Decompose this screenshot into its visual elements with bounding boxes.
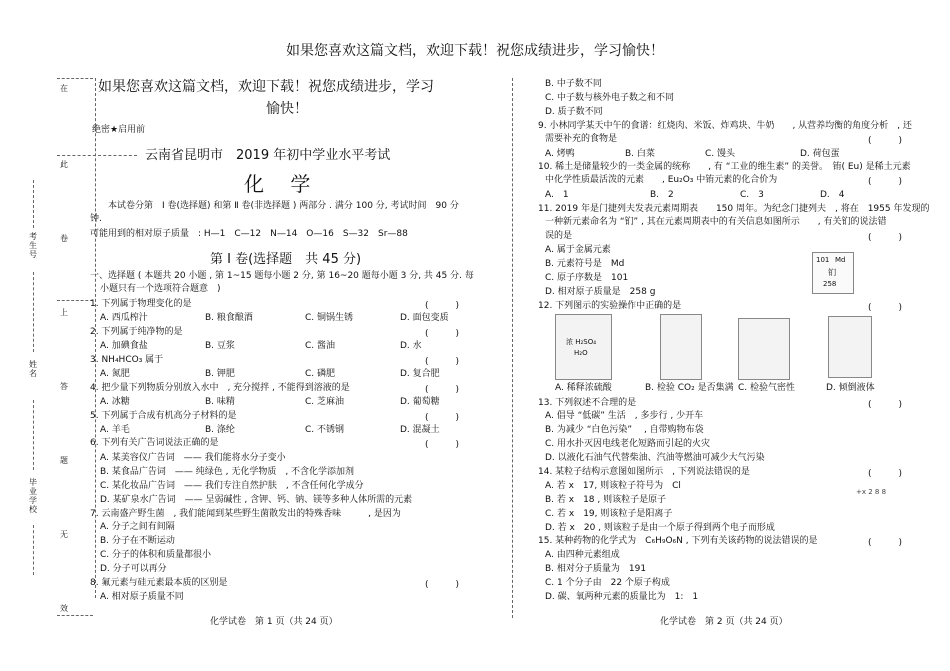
q5-option[interactable]: A. 羊毛 bbox=[100, 425, 130, 435]
name-field[interactable]: 姓名 bbox=[29, 360, 37, 378]
q10-stem: 10. 稀土是储量较少的一类金属的统称 , 有 “工业的维生素” 的美誉。 铕( Eu) 是稀土元素 bbox=[538, 162, 911, 172]
answer-paren[interactable]: ( ) bbox=[425, 413, 460, 423]
q11-stem: 误的是 bbox=[545, 231, 573, 241]
side-label: 此 bbox=[60, 160, 68, 169]
answer-paren[interactable]: ( ) bbox=[868, 177, 903, 187]
answer-paren[interactable]: ( ) bbox=[868, 400, 903, 410]
q6-option[interactable]: D. 某矿泉水广告词 —— 呈弱碱性 , 含钾、钙、钠、镁等多种人体所需的元素 bbox=[100, 495, 413, 505]
side-label: 题 bbox=[60, 456, 68, 465]
element-symbol: Md bbox=[835, 256, 846, 264]
q3-option[interactable]: D. 复合肥 bbox=[400, 369, 440, 379]
q13-option[interactable]: C. 用水扑灭因电线老化短路而引起的火灾 bbox=[545, 439, 711, 449]
q7-option[interactable]: D. 分子可以再分 bbox=[100, 564, 167, 574]
q9-option[interactable]: C. 馒头 bbox=[705, 149, 736, 159]
exam-title: 云南省昆明市 2019 年初中学业水平考试 bbox=[145, 148, 391, 163]
margin-dash bbox=[57, 615, 93, 616]
q4-option[interactable]: A. 冰糖 bbox=[100, 397, 130, 407]
figure-label: 浓 H₂SO₄ bbox=[566, 338, 597, 346]
q11-option[interactable]: A. 属于金属元素 bbox=[545, 245, 611, 255]
q10-option[interactable]: C. 3 bbox=[740, 190, 764, 200]
q15-option[interactable]: C. 1 个分子由 22 个原子构成 bbox=[545, 578, 670, 588]
examinee-number-field[interactable]: 考生号 bbox=[29, 232, 37, 259]
q9-stem: 需要补充的食物是 bbox=[545, 134, 618, 144]
top-banner: 如果您喜欢这篇文档，欢迎下载！祝您成绩进步，学习愉快！ bbox=[286, 43, 664, 59]
q9-option[interactable]: B. 白菜 bbox=[625, 149, 655, 159]
q10-stem: 中化学性质最活泼的元素 , Eu₂O₃ 中铕元素的化合价为 bbox=[545, 175, 778, 185]
q11-stem: 11. 2019 年是门捷列夫发表元素周期表 150 周年。为纪念门捷列夫 , 将在 1955 年发现的 bbox=[538, 204, 930, 214]
q1-option[interactable]: D. 面包变质 bbox=[400, 313, 449, 323]
q5-option[interactable]: B. 涤纶 bbox=[205, 425, 235, 435]
q11-option[interactable]: B. 元素符号是 Md bbox=[545, 259, 625, 269]
answer-paren[interactable]: ( ) bbox=[868, 303, 903, 313]
answer-paren[interactable]: ( ) bbox=[425, 385, 460, 395]
q4-stem: 4. 把少量下列物质分别放入水中 , 充分搅拌 , 不能得到溶液的是 bbox=[90, 383, 350, 393]
answer-paren[interactable]: ( ) bbox=[425, 329, 460, 339]
q13-option[interactable]: A. 倡导 “低碳” 生活 , 多步行 , 少开车 bbox=[545, 411, 704, 421]
q8-option[interactable]: C. 中子数与核外电子数之和不同 bbox=[545, 93, 675, 103]
q2-option[interactable]: C. 酱油 bbox=[305, 341, 336, 351]
side-label: 无 bbox=[60, 530, 68, 539]
dilute-acid-figure bbox=[555, 314, 612, 380]
field-line bbox=[33, 525, 34, 575]
q10-option[interactable]: D. 4 bbox=[820, 190, 845, 200]
q8-option[interactable]: D. 质子数不同 bbox=[545, 107, 603, 117]
figure-label: H₂O bbox=[574, 349, 588, 357]
relative-atomic-masses: 可能用到的相对原子质量 : H—1 C—12 N—14 O—16 S—32 Sr—88 bbox=[90, 229, 408, 239]
side-label: 效 bbox=[60, 604, 68, 613]
school-field[interactable]: 毕业学校 bbox=[29, 478, 37, 514]
margin-dash bbox=[57, 300, 93, 301]
q2-option[interactable]: A. 加碘食盐 bbox=[100, 341, 148, 351]
q14-option[interactable]: C. 若 x 19, 则该粒子是阳离子 bbox=[545, 509, 673, 519]
side-label: 答 bbox=[60, 382, 68, 391]
answer-paren[interactable]: ( ) bbox=[868, 233, 903, 243]
q15-option[interactable]: A. 由四种元素组成 bbox=[545, 550, 620, 560]
q2-option[interactable]: D. 水 bbox=[400, 341, 422, 351]
q13-option[interactable]: B. 为减少 “白色污染” , 自带购物布袋 bbox=[545, 425, 704, 435]
q6-option[interactable]: A. 某美容仪广告词 —— 我们能将水分子变小 bbox=[100, 453, 286, 463]
q6-option[interactable]: B. 某食品广告词 —— 纯绿色 , 无化学物质 , 不含化学添加剂 bbox=[100, 467, 355, 477]
answer-paren[interactable]: ( ) bbox=[425, 357, 460, 367]
q2-stem: 2. 下列属于纯净物的是 bbox=[90, 327, 183, 337]
q1-stem: 1. 下列属于物理变化的是 bbox=[90, 299, 192, 309]
q9-stem: 9. 小林同学某天中午的食谱：红烧肉、米饭、炸鸡块、牛奶 , 从营养均衡的角度分析 , 还 bbox=[538, 121, 912, 131]
q15-option[interactable]: B. 相对分子质量为 191 bbox=[545, 564, 647, 574]
field-line bbox=[33, 400, 34, 470]
q4-option[interactable]: B. 味精 bbox=[205, 397, 235, 407]
q11-option[interactable]: C. 原子序数是 101 bbox=[545, 273, 629, 283]
q15-stem: 15. 某种药物的化学式为 C₆H₉O₆N , 下列有关该药物的说法错误的是 bbox=[538, 536, 818, 546]
footer-right: 化学试卷 第 2 页（共 24 页） bbox=[660, 617, 788, 627]
element-mass: 258 bbox=[823, 280, 837, 288]
section-instruction: 小题只有一个选项符合题意 ) bbox=[100, 284, 221, 294]
q8-option[interactable]: A. 相对原子质量不同 bbox=[100, 592, 184, 602]
margin-dash bbox=[57, 155, 137, 156]
pour-liquid-figure bbox=[828, 316, 872, 378]
answer-paren[interactable]: ( ) bbox=[868, 469, 903, 479]
header-line-1: 如果您喜欢这篇文档，欢迎下载！祝您成绩进步，学习 bbox=[98, 79, 434, 95]
element-number: 101 bbox=[816, 256, 830, 264]
q14-option[interactable]: B. 若 x 18 , 则该粒子是原子 bbox=[545, 495, 667, 505]
airtightness-figure bbox=[738, 318, 790, 380]
answer-paren[interactable]: ( ) bbox=[425, 580, 460, 590]
q3-stem: 3. NH₄HCO₃ 属于 bbox=[90, 355, 164, 365]
instruction-line: 本试卷分第 Ⅰ 卷(选择题) 和第 Ⅱ 卷(非选择题 ) 两部分 . 满分 100 分, 考试时间 90 分 bbox=[108, 201, 459, 211]
gas-bottle-figure bbox=[660, 314, 702, 380]
footer-left: 化学试卷 第 1 页（共 24 页） bbox=[210, 617, 338, 627]
q3-option[interactable]: B. 钾肥 bbox=[205, 369, 235, 379]
q6-option[interactable]: C. 某化妆品广告词 —— 我们专注自然护肤 , 不含任何化学成分 bbox=[100, 481, 364, 491]
q13-stem: 13. 下列叙述不合理的是 bbox=[538, 398, 637, 408]
q1-option[interactable]: C. 铜锅生锈 bbox=[305, 313, 354, 323]
q14-option[interactable]: A. 若 x 17, 则该粒子符号为 Cl bbox=[545, 481, 681, 491]
q11-option[interactable]: D. 相对原子质量是 258 g bbox=[545, 287, 656, 297]
q12-option[interactable]: B. 检验 CO₂ 是否集满 bbox=[645, 383, 734, 393]
element-tile bbox=[812, 252, 854, 294]
q14-stem: 14. 某粒子结构示意图如图所示 , 下列说法错误的是 bbox=[538, 467, 750, 477]
q12-stem: 12. 下列图示的实验操作中正确的是 bbox=[538, 301, 682, 311]
margin-dash bbox=[57, 78, 93, 79]
element-name: 钔 bbox=[828, 268, 836, 277]
q5-option[interactable]: D. 混凝土 bbox=[400, 425, 440, 435]
q12-option[interactable]: C. 检验气密性 bbox=[738, 383, 796, 393]
q1-option[interactable]: B. 粮食酿酒 bbox=[205, 313, 253, 323]
answer-paren[interactable]: ( ) bbox=[868, 538, 903, 548]
q1-option[interactable]: A. 西瓜榨汁 bbox=[100, 313, 148, 323]
q5-stem: 5. 下列属于合成有机高分子材料的是 bbox=[90, 411, 237, 421]
q4-option[interactable]: C. 芝麻油 bbox=[305, 397, 345, 407]
q10-option[interactable]: B. 2 bbox=[650, 190, 674, 200]
part-1-title: 第 Ⅰ 卷(选择题 共 45 分) bbox=[210, 252, 362, 267]
q12-option[interactable]: D. 倾倒液体 bbox=[826, 383, 875, 393]
page-divider bbox=[512, 78, 513, 618]
header-line-2: 愉快！ bbox=[266, 101, 308, 117]
field-line bbox=[33, 272, 34, 352]
q3-option[interactable]: A. 氮肥 bbox=[100, 369, 130, 379]
q6-stem: 6. 下列有关广告词说法正确的是 bbox=[90, 438, 219, 448]
side-label: 卷 bbox=[60, 234, 68, 243]
q11-stem: 一种新元素命名为 “钔” , 其在元素周期表中的有关信息如图所示 , 有关钔的说法错 bbox=[545, 217, 887, 227]
particle-diagram: +x 2 8 8 bbox=[856, 488, 887, 496]
secret-label: 绝密★启用前 bbox=[92, 125, 146, 135]
side-label: 上 bbox=[60, 308, 68, 317]
binding-line bbox=[95, 78, 96, 598]
q7-stem: 7. 云南盛产野生菌 , 我们能闻到某些野生菌散发出的特殊香味 , 是因为 bbox=[90, 509, 401, 519]
side-label: 在 bbox=[60, 84, 68, 93]
q7-option[interactable]: A. 分子之间有间隔 bbox=[100, 522, 175, 532]
q5-option[interactable]: C. 不锈钢 bbox=[305, 425, 345, 435]
instruction-line: 钟. bbox=[90, 214, 102, 224]
field-line bbox=[33, 180, 34, 228]
q8-option[interactable]: B. 中子数不同 bbox=[545, 79, 602, 89]
q9-option[interactable]: D. 荷包蛋 bbox=[800, 149, 840, 159]
q8-stem: 8. 氟元素与硅元素最本质的区别是 bbox=[90, 578, 228, 588]
q2-option[interactable]: B. 豆浆 bbox=[205, 341, 235, 351]
subject-title: 化 学 bbox=[244, 172, 321, 196]
q7-option[interactable]: C. 分子的体积和质量都很小 bbox=[100, 550, 212, 560]
q10-option[interactable]: A. 1 bbox=[545, 190, 569, 200]
q15-option[interactable]: D. 碳、氧两种元素的质量比为 1: 1 bbox=[545, 592, 699, 602]
q3-option[interactable]: C. 磷肥 bbox=[305, 369, 336, 379]
section-instruction: 一、选择题 ( 本题共 20 小题 , 第 1~15 题每小题 2 分, 第 16~20 题每小题 3 分, 共 45 分. 每 bbox=[90, 271, 474, 281]
q7-option[interactable]: B. 分子在不断运动 bbox=[100, 536, 175, 546]
q12-option[interactable]: A. 稀释浓硫酸 bbox=[555, 383, 612, 393]
answer-paren[interactable]: ( ) bbox=[425, 301, 460, 311]
q14-option[interactable]: D. 若 x 20 , 则该粒子是由一个原子得到两个电子而形成 bbox=[545, 523, 775, 533]
q13-option[interactable]: D. 以液化石油气代替柴油、汽油等燃油可减少大气污染 bbox=[545, 453, 765, 463]
answer-paren[interactable]: ( ) bbox=[868, 136, 903, 146]
answer-paren[interactable]: ( ) bbox=[425, 440, 460, 450]
q4-option[interactable]: D. 葡萄糖 bbox=[400, 397, 440, 407]
q9-option[interactable]: A. 烤鸭 bbox=[545, 149, 575, 159]
